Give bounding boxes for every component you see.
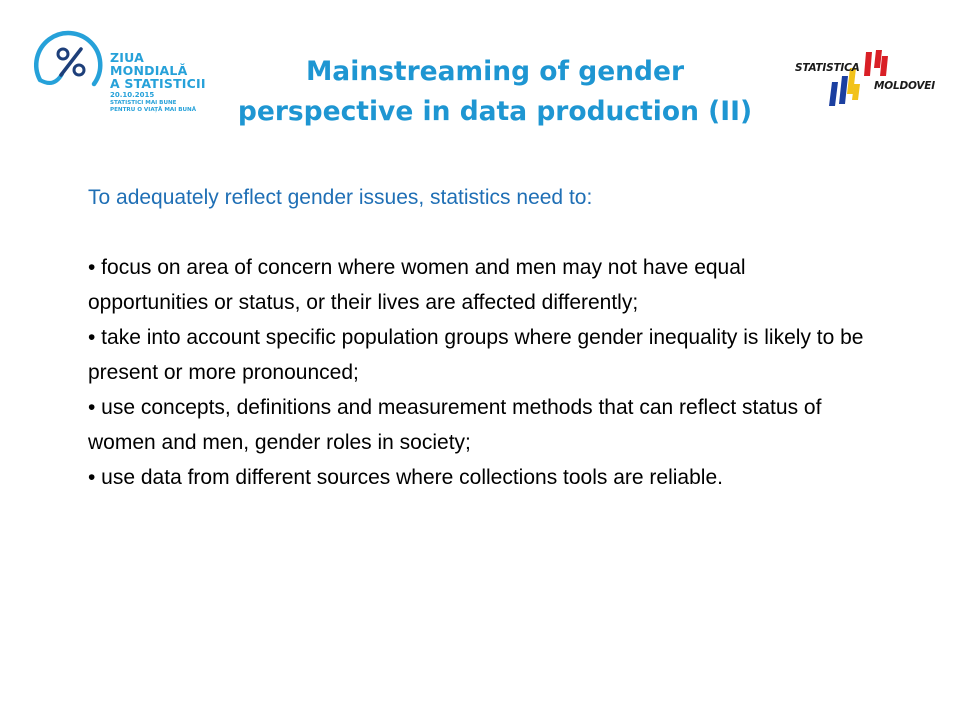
bullet-item: • use data from different sources where collections tools are reliable.: [88, 466, 723, 489]
statistica-moldovei-logo: [790, 46, 935, 116]
logo-tagline-1: STATISTICI MAI BUNE: [110, 100, 177, 106]
title-line-1: Mainstreaming of gender: [305, 56, 685, 87]
logo-word-statistica: STATISTICA: [795, 62, 860, 74]
bullet-item: • take into account specific population groups where gender inequality is likely to be present or more pronounced;: [88, 326, 864, 384]
logo-tagline-2: PENTRU O VIAȚĂ MAI BUNĂ: [110, 107, 197, 113]
slide-body: [88, 180, 868, 495]
title-line-2: perspective in data production (II): [237, 96, 753, 127]
logo-line-3: A STATISTICII: [110, 76, 206, 91]
percent-circle-icon: [28, 18, 108, 98]
logo-line-1: ZIUA: [110, 50, 144, 65]
logo-date: 20.10.2015: [110, 91, 155, 99]
bullet-item: • focus on area of concern where women and men may not have equal opportunities or status, or their lives are affected differently;: [88, 256, 746, 314]
logo-text-block: [110, 51, 206, 114]
spacer: [88, 215, 868, 250]
world-statistics-day-logo: [28, 18, 218, 133]
logo-line-2: MONDIALĂ: [110, 63, 188, 78]
logo-word-moldovei: MOLDOVEI: [874, 80, 935, 92]
intro-text: To adequately reflect gender issues, statistics need to:: [88, 186, 593, 209]
slide-title: [200, 52, 790, 132]
bullet-item: • use concepts, definitions and measurement methods that can reflect status of women and men, gender roles in society;: [88, 396, 822, 454]
bullet-list: [88, 250, 868, 495]
